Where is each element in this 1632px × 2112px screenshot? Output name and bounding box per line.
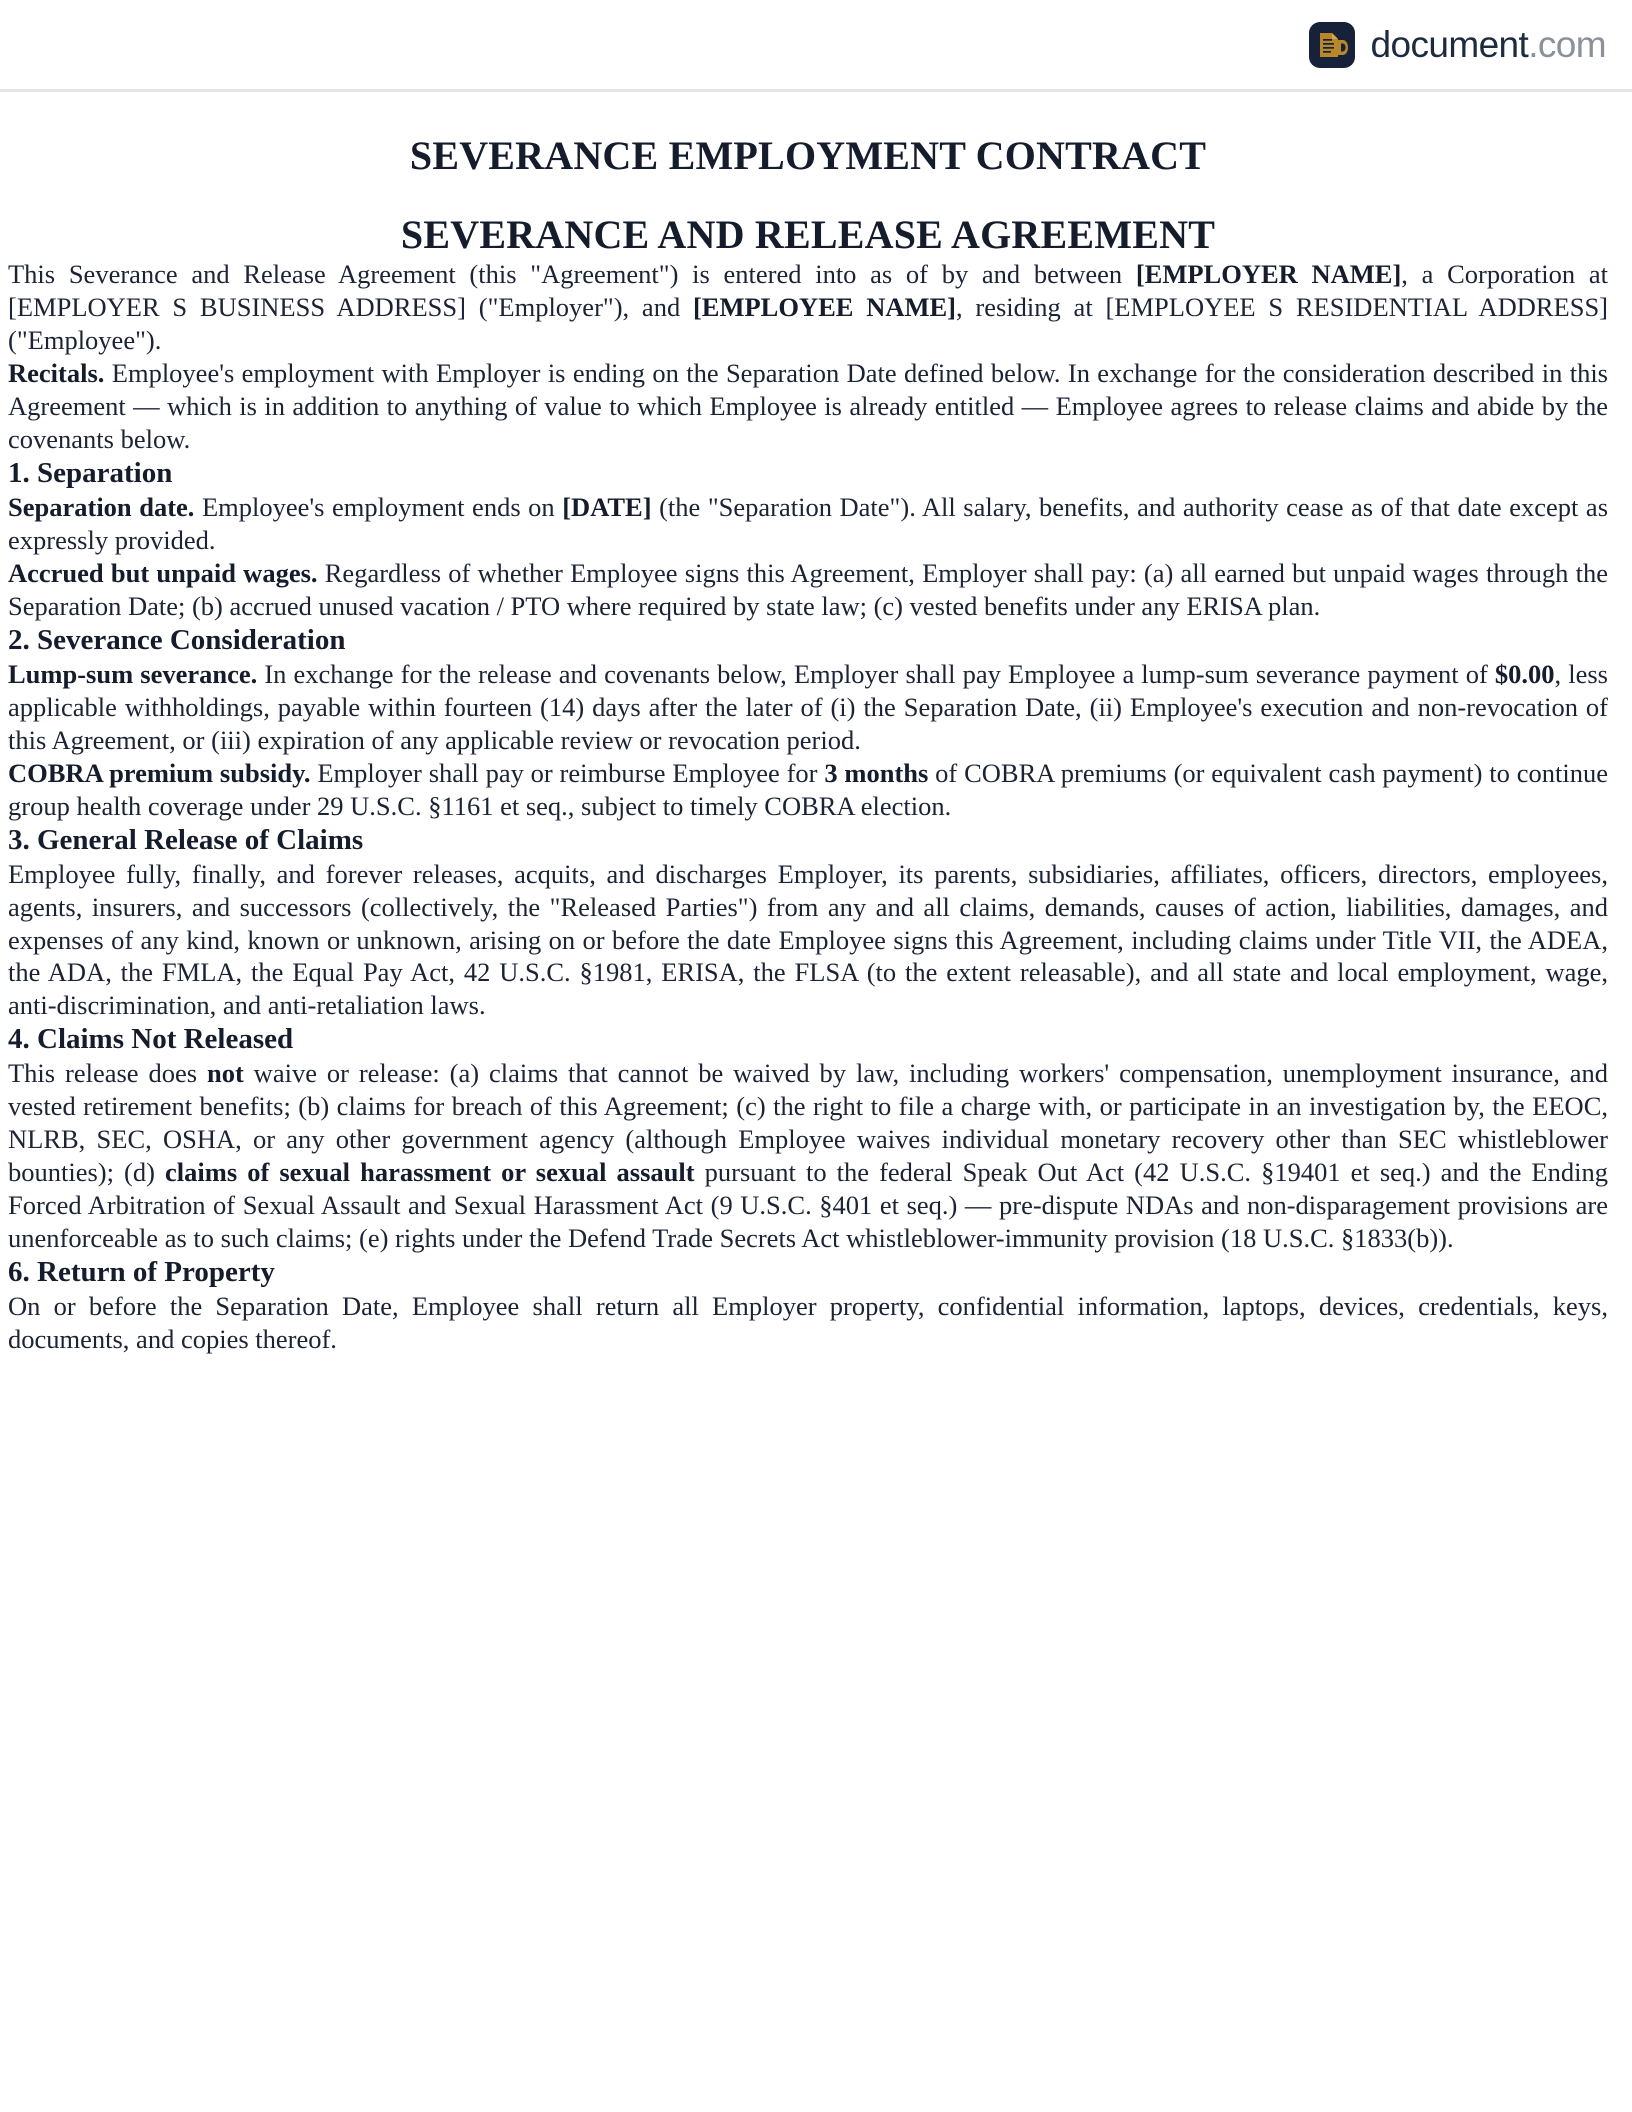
brand-name-main: document <box>1370 24 1529 65</box>
paragraph-accrued-wages <box>8 557 1608 623</box>
page-subtitle: SEVERANCE AND RELEASE AGREEMENT <box>400 212 1216 258</box>
separation-date-text-1: Employee's employment ends on <box>194 492 563 523</box>
severance-amount: $0.00 <box>1494 658 1555 689</box>
page-title: SEVERANCE EMPLOYMENT CONTRACT <box>409 133 1207 178</box>
claims-emphasis-not: not <box>206 1058 244 1089</box>
section-heading-general-release: 3. General Release of Claims <box>8 823 364 856</box>
lump-sum-label: Lump-sum severance. <box>8 658 258 689</box>
cobra-duration: 3 months <box>824 757 929 788</box>
paragraph-lump-sum <box>8 658 1608 757</box>
section-heading-separation: 1. Separation <box>8 457 173 490</box>
document-logo-icon <box>1309 22 1355 68</box>
section-heading-return-of-property: 6. Return of Property <box>8 1256 275 1289</box>
separation-date-label: Separation date. <box>8 492 195 523</box>
brand-name-tld: .com <box>1528 24 1606 65</box>
claims-emphasis-harassment: claims of sexual harassment or sexual assault <box>165 1157 695 1188</box>
section-heading-claims-not-released: 4. Claims Not Released <box>8 1023 294 1056</box>
employer-name-placeholder: [EMPLOYER NAME] <box>1135 259 1402 290</box>
recitals-paragraph <box>8 357 1608 456</box>
accrued-wages-label: Accrued but unpaid wages. <box>8 558 318 589</box>
recitals-label: Recitals. <box>8 358 105 389</box>
intro-text-1: This Severance and Release Agreement (this "Agreement") is entered into as of by and between <box>8 259 1136 290</box>
accrued-wages-text: Regardless of whether Employee signs this Agreement, Employer shall pay: (a) all earned but unpaid wages through the Separation Date; (b) accrued unused vacation / PTO where required by state law; (c) vested benefits under any ERISA plan. <box>8 558 1608 622</box>
lump-sum-text-1: In exchange for the release and covenants below, Employer shall pay Employee a lump-sum severance payment of <box>257 658 1495 689</box>
brand-logo[interactable] <box>1309 22 1606 68</box>
separation-date-text-2: (the "Separation Date"). All salary, benefits, and authority cease as of that date except as expressly provided. <box>8 492 1609 556</box>
claims-text-2: waive or release: (a) claims that cannot be waived by law, including workers' compensation, unemployment insurance, and vested retirement benefits; (b) claims for breach of this Agreement; (c) the right to file a charge with, or participate in an investigation by, the EEOC, NLRB, SEC, OSHA, or any other government agency (although Employee waives individual monetary recovery other than SEC whistleblower bounties); (d) <box>8 1058 1608 1188</box>
cobra-text-2: of COBRA premiums (or equivalent cash payment) to continue group health coverage under 29 U.S.C. §1161 et seq., subject to timely COBRA election. <box>8 757 1608 821</box>
paragraph-return-of-property: On or before the Separation Date, Employee shall return all Employer property, confidential information, laptops, devices, credentials, keys, documents, and copies thereof. <box>8 1290 1608 1354</box>
date-placeholder: [DATE] <box>562 492 652 523</box>
cobra-text-1: Employer shall pay or reimburse Employee for <box>310 757 825 788</box>
paragraph-general-release: Employee fully, finally, and forever releases, acquits, and discharges Employer, its parents, subsidiaries, affiliates, officers, directors, employees, agents, insurers, and successors (collectively, the "Released Parties") from any and all claims, demands, causes of action, liabilities, damages, and expenses of any kind, known or unknown, arising on or before the date Employee signs this Agreement, including claims under Title VII, the ADEA, the ADA, the FMLA, the Equal Pay Act, 42 U.S.C. §1981, ERISA, the FLSA (to the extent releasable), and all state and local employment, wage, anti-discrimination, and anti-retaliation laws. <box>8 858 1608 1021</box>
section-heading-severance-consideration: 2. Severance Consideration <box>8 624 346 657</box>
intro-text-2: , a Corporation at [EMPLOYER S BUSINESS ADDRESS] ("Employer"), and <box>8 259 1608 323</box>
brand-wordmark <box>1371 26 1606 63</box>
intro-text-3: , residing at [EMPLOYEE S RESIDENTIAL ADDRESS] ("Employee"). <box>8 292 1609 356</box>
paragraph-cobra <box>8 757 1608 823</box>
lump-sum-text-2: , less applicable withholdings, payable within fourteen (14) days after the later of (i) the Separation Date, (ii) Employee's execution and non-revocation of this Agreement, or (iii) expiration of any applicable review or revocation period. <box>8 658 1608 755</box>
site-header <box>0 0 1632 92</box>
intro-paragraph <box>8 258 1608 357</box>
paragraph-separation-date <box>8 491 1608 557</box>
cobra-label: COBRA premium subsidy. <box>8 757 311 788</box>
recitals-text: Employee's employment with Employer is ending on the Separation Date defined below. In exchange for the consideration described in this Agreement — which is in addition to anything of value to which Employee is already entitled — Employee agrees to release claims and abide by the covenants below. <box>8 358 1608 455</box>
paragraph-claims-not-released <box>8 1057 1608 1255</box>
document-content <box>0 92 1632 1356</box>
claims-text-3: pursuant to the federal Speak Out Act (42 U.S.C. §19401 et seq.) and the Ending Forced Arbitration of Sexual Assault and Sexual Harassment Act (9 U.S.C. §401 et seq.) — pre-dispute NDAs and non-disparagement provisions are unenforceable as to such claims; (e) rights under the Defend Trade Secrets Act whistleblower-immunity provision (18 U.S.C. §1833(b)). <box>8 1157 1608 1254</box>
employee-name-placeholder: [EMPLOYEE NAME] <box>692 292 957 323</box>
claims-text-1: This release does <box>8 1058 207 1089</box>
